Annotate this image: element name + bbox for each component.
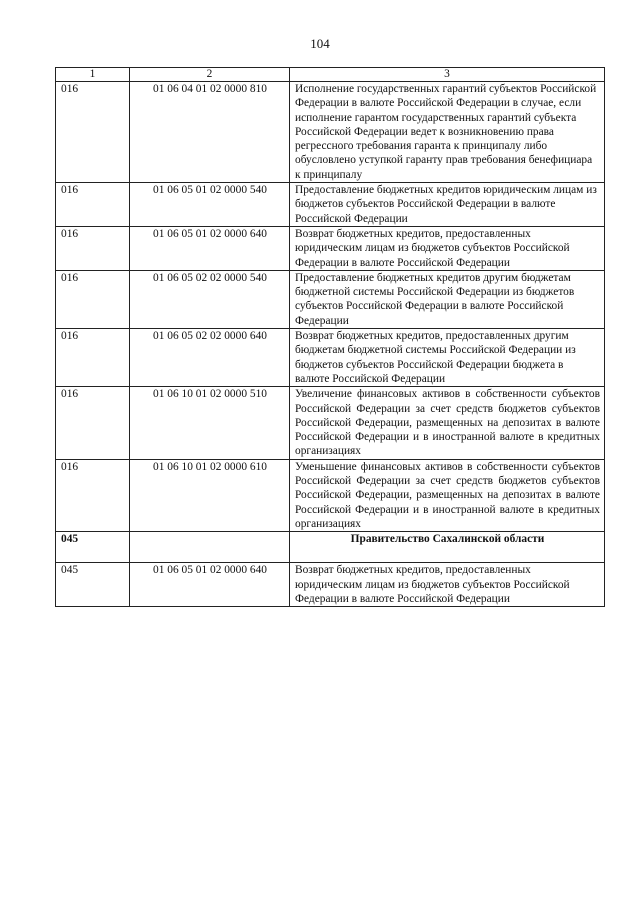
budget-classification-table bbox=[55, 67, 605, 607]
table-row bbox=[56, 270, 605, 328]
admin-code-cell: 016 bbox=[56, 183, 130, 227]
description-cell: Предоставление бюджетных кредитов юридическим лицам из бюджетов субъектов Российской Федерации в валюте Российской Федерации bbox=[290, 183, 605, 227]
admin-code-cell: 045 bbox=[56, 532, 130, 563]
description-cell: Предоставление бюджетных кредитов другим бюджетам бюджетной системы Российской Федерации из бюджетов субъектов Российской Федерации в валюте Российской Федерации bbox=[290, 270, 605, 328]
classification-code-cell: 01 06 10 01 02 0000 510 bbox=[130, 387, 290, 459]
column-header-1: 1 bbox=[56, 68, 130, 82]
description-cell: Исполнение государственных гарантий субъектов Российской Федерации в валюте Российской Федерации в случае, если исполнение гарантом государственных гарантий субъекта Российской Федерации ведет к возникновению права регрессного требования гаранта к принципалу либо обусловлено уступкой гаранту прав требования бенефициара к принципалу bbox=[290, 82, 605, 183]
admin-code-cell: 016 bbox=[56, 82, 130, 183]
organization-header-row bbox=[56, 532, 605, 563]
description-cell: Возврат бюджетных кредитов, предоставленных другим бюджетам бюджетной системы Российской Федерации из бюджетов субъектов Российской Федерации бюджета в валюте Российской Федерации bbox=[290, 329, 605, 387]
admin-code-cell: 016 bbox=[56, 226, 130, 270]
table-header-row bbox=[56, 68, 605, 82]
classification-code-cell: 01 06 10 01 02 0000 610 bbox=[130, 459, 290, 531]
organization-name-cell: Правительство Сахалинской области bbox=[290, 532, 605, 563]
description-cell: Уменьшение финансовых активов в собственности субъектов Российской Федерации за счет средств бюджетов субъектов Российской Федерации, размещенных на депозитах в валюте Российской Федерации и в иностранной валюте в кредитных организациях bbox=[290, 459, 605, 531]
admin-code-cell: 016 bbox=[56, 459, 130, 531]
classification-code-cell: 01 06 05 02 02 0000 540 bbox=[130, 270, 290, 328]
description-cell: Увеличение финансовых активов в собственности субъектов Российской Федерации за счет средств бюджетов субъектов Российской Федерации, размещенных на депозитах в валюте Российской Федерации и в иностранной валюте в кредитных организациях bbox=[290, 387, 605, 459]
classification-code-cell: 01 06 05 01 02 0000 640 bbox=[130, 226, 290, 270]
column-header-2: 2 bbox=[130, 68, 290, 82]
table-row bbox=[56, 329, 605, 387]
admin-code-cell: 016 bbox=[56, 387, 130, 459]
page-number: 104 bbox=[310, 36, 330, 51]
admin-code-cell: 016 bbox=[56, 329, 130, 387]
table-row bbox=[56, 183, 605, 227]
classification-code-cell bbox=[130, 532, 290, 563]
description-cell: Возврат бюджетных кредитов, предоставленных юридическим лицам из бюджетов субъектов Российской Федерации в валюте Российской Федерации bbox=[290, 226, 605, 270]
classification-code-cell: 01 06 05 01 02 0000 640 bbox=[130, 563, 290, 607]
description-cell: Возврат бюджетных кредитов, предоставленных юридическим лицам из бюджетов субъектов Российской Федерации в валюте Российской Федерации bbox=[290, 563, 605, 607]
admin-code-cell: 045 bbox=[56, 563, 130, 607]
classification-code-cell: 01 06 04 01 02 0000 810 bbox=[130, 82, 290, 183]
table-row bbox=[56, 387, 605, 459]
admin-code-cell: 016 bbox=[56, 270, 130, 328]
table-row bbox=[56, 82, 605, 183]
table-row bbox=[56, 563, 605, 607]
column-header-3: 3 bbox=[290, 68, 605, 82]
classification-code-cell: 01 06 05 02 02 0000 640 bbox=[130, 329, 290, 387]
classification-code-cell: 01 06 05 01 02 0000 540 bbox=[130, 183, 290, 227]
table-row bbox=[56, 459, 605, 531]
table-row bbox=[56, 226, 605, 270]
